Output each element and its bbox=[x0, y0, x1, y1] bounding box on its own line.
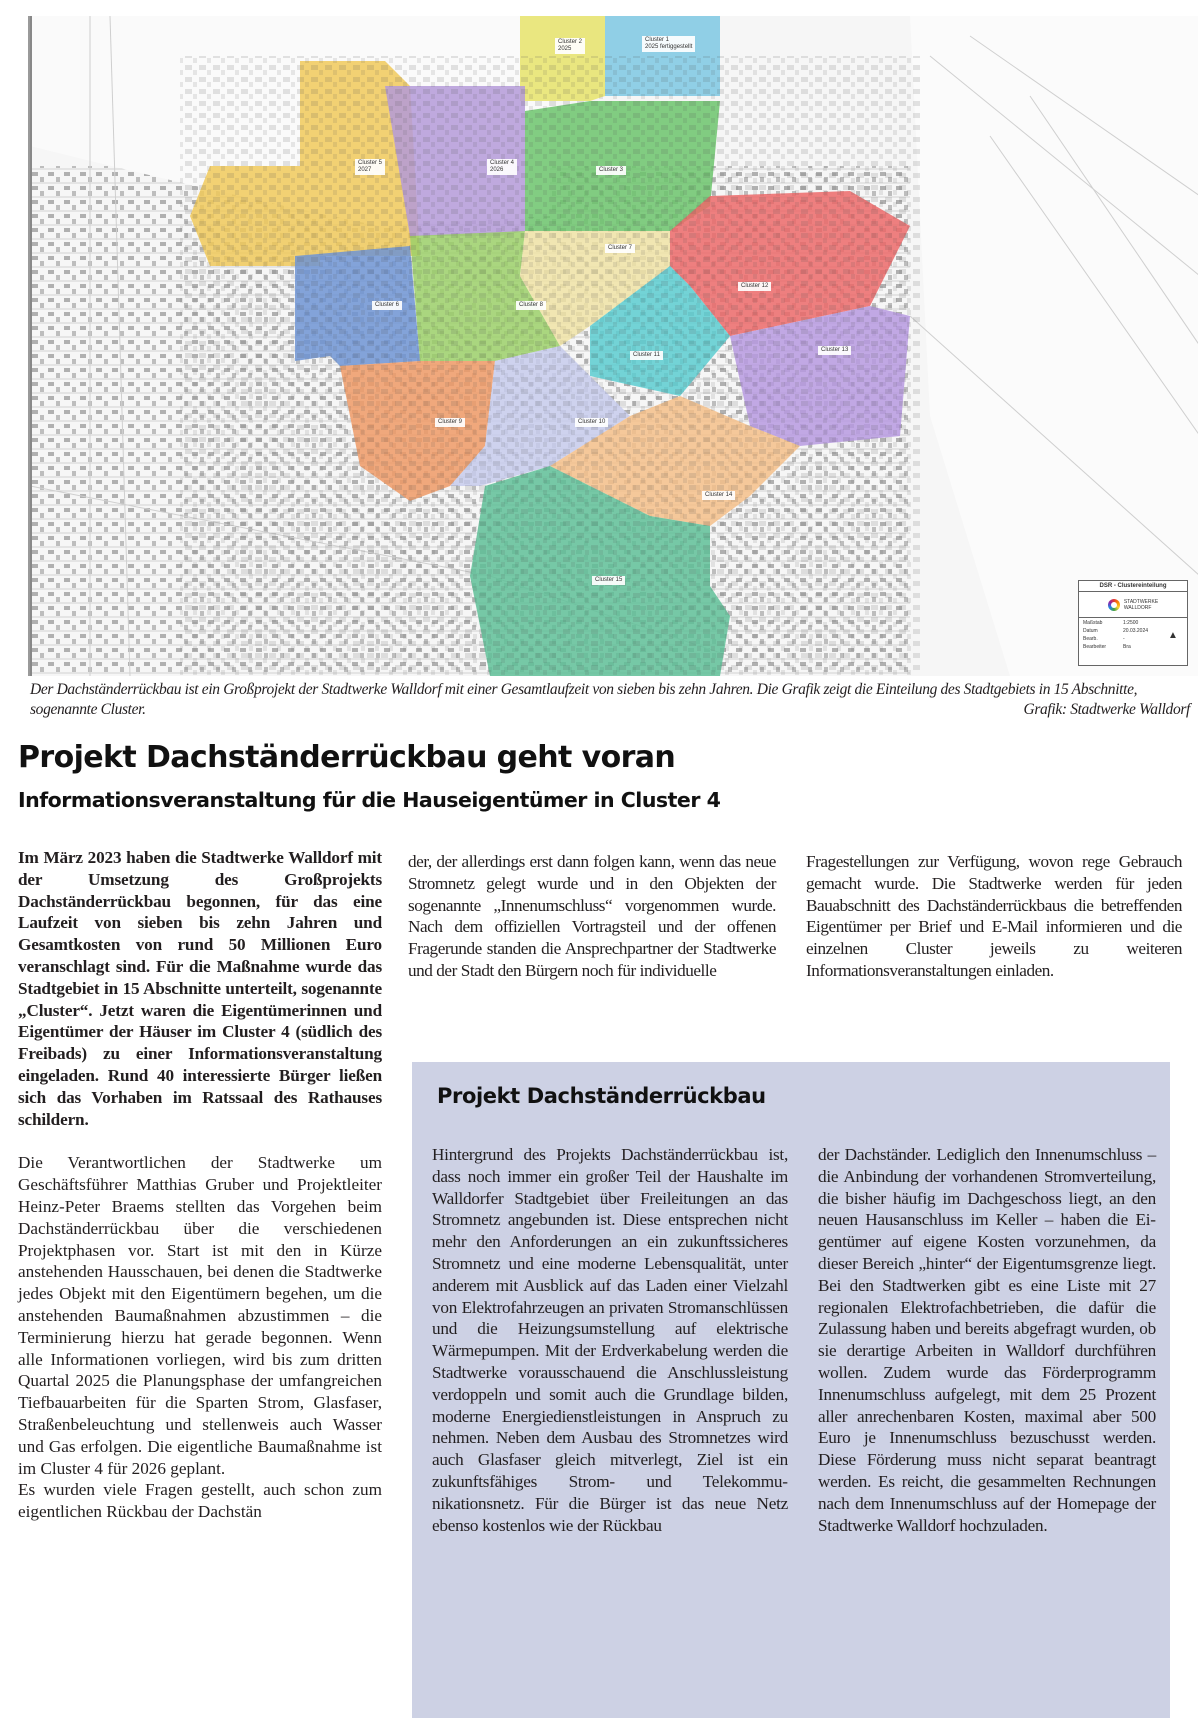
cluster-year-text: 2025 fertiggestellt bbox=[645, 44, 693, 50]
cluster-year-text: 2026 bbox=[490, 167, 504, 173]
cluster-label-10 bbox=[575, 418, 608, 427]
article-column-2 bbox=[408, 851, 776, 982]
cluster-label-5 bbox=[355, 159, 385, 175]
cluster-label-7 bbox=[605, 244, 635, 253]
cluster-label-text: Cluster 12 bbox=[741, 283, 769, 289]
north-arrow-icon: ▲ bbox=[1168, 629, 1178, 641]
legend-key: Maßstab bbox=[1083, 620, 1103, 626]
cluster-label-text: Cluster 11 bbox=[633, 352, 660, 358]
cluster-map bbox=[28, 16, 1198, 676]
article-paragraph: Die Verantwortlichen der Stadtwerke um Geschäftsführer Matthias Gruber und Projektleiter Heinz-Peter Braems stellten das Vorgehen beim Dachständerrückbau über die verschiedenen Projektphasen vor. Start ist mit den in Kürze anstehenden Hausschauen, bei denen die Stadtwerke jedes Objekt mit den Eigentümern begehen, um die anstehenden Baumaßnahmen abzustimmen – die Terminierung hierzu hat gerade begonnen. Wenn alle Informationen vorliegen, wird bis zum dritten Quartal 2025 die Planungsphase der umfangreichen Tiefbauarbeiten für die Sparten Strom, Glasfaser, Straßenbeleuchtung und stellenweis auch Wasser und Gas erfolgen. Die eigentliche Baumaßnahme ist im Cluster 4 für 2026 geplant. bbox=[18, 1153, 382, 1478]
cluster-label-text: Cluster 15 bbox=[595, 577, 623, 583]
cluster-label-text: Cluster 7 bbox=[608, 245, 633, 251]
legend-rows bbox=[1079, 618, 1187, 652]
legend-value: 1:2500 bbox=[1123, 620, 1139, 626]
caption-text: Der Dachständerrückbau ist ein Großprojekt der Stadtwerke Walldorf mit einer Gesamtlaufzeit von sieben bis zehn Jahren. Die Grafik zeigt die Einteilung des Stadtgebiets in 15 Abschnitte, sogenannte Cluster. bbox=[30, 681, 1138, 718]
article-paragraph: Fragestellungen zur Verfügung, wovon rege Gebrauch gemacht wurde. Die Stadtwerke werden für jeden Bauabschnitt des Dachständerrückbaus die betreffenden Eigentümer per Brief und E-Mail informieren und die einzelnen Cluster jeweils zu weiteren Informationsveranstaltungen einladen. bbox=[806, 852, 1182, 980]
legend-title: DSR - Clustereinteilung bbox=[1079, 581, 1187, 592]
cluster-label-12 bbox=[738, 282, 771, 291]
cluster-label-text: Cluster 2 bbox=[558, 39, 583, 45]
image-caption bbox=[30, 680, 1190, 720]
cluster-label-9 bbox=[435, 418, 465, 427]
legend-value: - bbox=[1123, 636, 1125, 642]
cluster-label-2 bbox=[555, 38, 585, 54]
stadtwerke-logo-icon bbox=[1108, 599, 1120, 611]
cluster-label-text: Cluster 9 bbox=[438, 419, 463, 425]
legend-value: Bra bbox=[1123, 644, 1131, 650]
article-headline: Projekt Dachständerrückbau geht voran bbox=[18, 740, 676, 775]
info-box-column-1: Hintergrund des Projekts Dachständerrückbau ist, dass noch immer ein großer Teil der Haushalte im Walldorfer Stadtgebiet über Freileitungen an das Stromnetz angebunden ist. Diese entsprechen nicht mehr den Anforderungen an ein zukunftssicheres Stromnetz und eine moderne Lebensqualität, unter anderem mit Ausblick auf das Laden einer Vielzahl von Elektrofahrzeugen an privaten Stromanschlüssen und die Heizungsumstellung auf elektrische Wärmepumpen. Mit der Erdverkabelung werden die Stadtwerke vorausschauend die Anschlussleistung verdoppeln und somit auch die Grundlage bilden, moderne Energiedienstleistungen in Anspruch zu nehmen. Neben dem Ausbau des Stromnetzes wird auch Glasfaser gleich mitverlegt, Ziel ist ein zukunftsfähiges Strom- und Telekommunikationsnetz. Für die Bürger ist das neue Netz ebenso kostenlos wie der Rückbau bbox=[432, 1145, 788, 1535]
cluster-label-text: Cluster 4 bbox=[490, 160, 515, 166]
article-lead: Im März 2023 haben die Stadtwerke Walldorf mit der Umsetzung des Großprojekts Dachständerrückbau begonnen, für das eine Laufzeit von sieben bis zehn Jahren und Gesamtkosten von rund 50 Millionen Euro veranschlagt sind. Für die Maßnahme wurde das Stadtgebiet in 15 Abschnitte unterteilt, sogenannte „Cluster“. Jetzt waren die Eigentümerinnen und Eigentümer der Häuser im Cluster 4 (südlich des Freibads) zu einer Informationsveranstaltung eingeladen. Rund 40 interessierte Bürger ließen sich das Vorhaben im Ratssaal des Rathauses schildern. bbox=[18, 848, 382, 1129]
cluster-label-text: Cluster 10 bbox=[578, 419, 606, 425]
cluster-label-11 bbox=[630, 351, 663, 360]
article-column-1 bbox=[18, 847, 382, 1523]
cluster-label-text: Cluster 14 bbox=[705, 492, 733, 498]
map-legend bbox=[1078, 580, 1188, 666]
info-box-title: Projekt Dachständerrückbau bbox=[437, 1084, 766, 1108]
cluster-label-13 bbox=[818, 346, 851, 355]
cluster-label-text: Cluster 13 bbox=[821, 347, 849, 353]
paragraph-gap bbox=[18, 1130, 382, 1152]
legend-value: 20.03.2024 bbox=[1123, 628, 1149, 634]
caption-credit: Grafik: Stadtwerke Walldorf bbox=[1023, 701, 1190, 718]
article-column-3 bbox=[806, 851, 1182, 982]
legend-key: Datum bbox=[1083, 628, 1098, 634]
legend-key: Bearbeiter bbox=[1083, 644, 1107, 650]
article-subheadline: Informationsveranstaltung für die Hauseigentümer in Cluster 4 bbox=[18, 788, 721, 812]
cluster-label-1 bbox=[642, 36, 695, 52]
cluster-label-4 bbox=[487, 159, 517, 175]
cluster-label-6 bbox=[372, 301, 402, 310]
cluster-label-text: Cluster 6 bbox=[375, 302, 400, 308]
article-paragraph: der, der allerdings erst dann folgen kann, wenn das neue Stromnetz gelegt wurde und in den Objekten der sogenannte „Innenumschluss“ vorgenommen wurde. Nach dem offiziellen Vortragsteil und der offenen Fragerunde standen die Ansprechpartner der Stadtwerke und der Stadt den Bürgern noch für individuelle bbox=[408, 852, 776, 980]
cluster-label-15 bbox=[592, 576, 625, 585]
cluster-label-text: Cluster 3 bbox=[599, 167, 624, 173]
cluster-label-text: Cluster 1 bbox=[645, 37, 670, 43]
cluster-year-text: 2027 bbox=[358, 167, 372, 173]
cluster-label-text: Cluster 8 bbox=[519, 302, 544, 308]
legend-brand bbox=[1124, 599, 1158, 611]
cluster-label-8 bbox=[516, 301, 546, 310]
info-box-column-2: der Dachständer. Lediglich den Innenumschluss – die Anbindung der vorhandenen Stromverteilung, die bisher häufig im Dachgeschoss liegt, an den neuen Hausanschluss im Keller – haben die Eigentümer auf eigene Kosten vorzunehmen, da dieser Bereich „hinter“ der Eigentumsgrenze liegt. Bei den Stadtwerken gibt es eine Liste mit 27 regionalen Elektrofachbetrieben, die dafür die Zulassung haben und bereits abgefragt wurden, ob sie derartige Arbeiten in Walldorf durchführen wollen. Zudem wurde das Förderprogramm Innenumschluss aufgelegt, mit dem 25 Prozent aller anrechenbaren Kosten, maximal aber 500 Euro je Innenumschluss bezuschusst werden. Diese Förderung muss nicht separat beantragt werden. Es reicht, die gesammelten Rechnungen nach dem Innenumschluss auf der Homepage der Stadtwerke Walldorf hochzuladen. bbox=[818, 1145, 1156, 1535]
cluster-year-text: 2025 bbox=[558, 46, 572, 52]
legend-key: Bearb. bbox=[1083, 636, 1098, 642]
legend-logo bbox=[1079, 592, 1187, 618]
legend-brand-name: STADTWERKE bbox=[1123, 598, 1159, 605]
cluster-label-text: Cluster 5 bbox=[358, 160, 383, 166]
cluster-label-14 bbox=[702, 491, 735, 500]
article-paragraph: Es wurden viele Fragen gestellt, auch schon zum eigentlichen Rückbau der Dachstän bbox=[18, 1480, 382, 1522]
legend-brand-sub: WALLDORF bbox=[1123, 604, 1152, 611]
cluster-label-3 bbox=[596, 166, 626, 175]
info-box bbox=[412, 1062, 1170, 1718]
